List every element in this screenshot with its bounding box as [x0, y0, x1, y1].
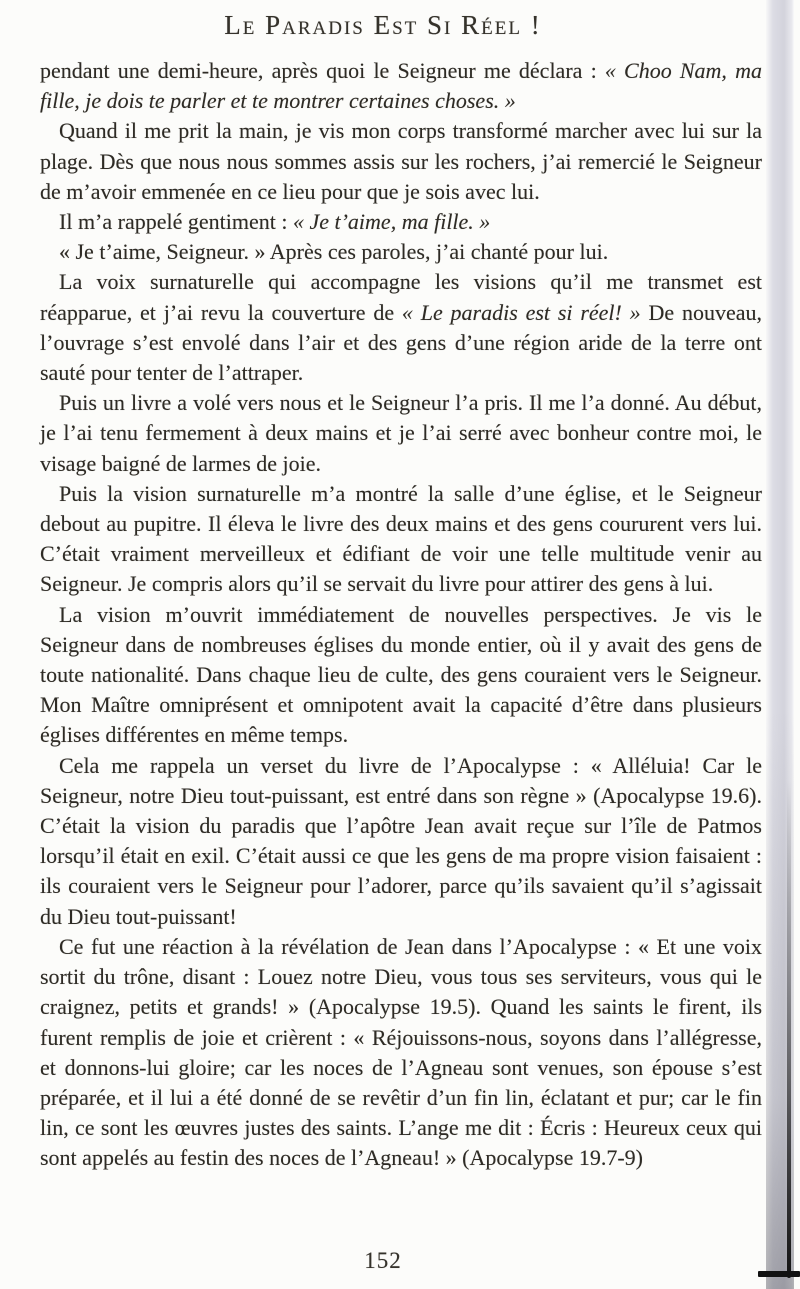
text-run: Puis un livre a volé vers nous et le Seigneur l’a pris. Il me l’a donné. Au début, je l’ai tenu fermement à deux mains et je l’ai serré avec bonheur contre moi, le visage baigné de larmes de joie. — [40, 390, 762, 476]
paragraph — [40, 600, 762, 751]
paragraph — [40, 207, 762, 237]
text-run: Cela me rappela un verset du livre de l’Apocalypse : « Alléluia! Car le Seigneur, notre Dieu tout-puissant, est entré dans son règne » (Apocalypse 19.6). C’était la vision du paradis que l’apôtre Jean avait reçue sur l’île de Patmos lorsqu’il était en exil. C’était aussi ce que les gens de ma propre vision faisaient : ils couraient vers le Seigneur pour l’adorer, parce qu’ils savaient qu’il s’agissait du Dieu tout-puissant! — [40, 752, 762, 929]
text-run: De nouveau, l’ouvrage s’est envolé dans l’air et des gens d’une région aride de la terre ont sauté pour tenter de l’attraper. — [40, 299, 762, 386]
paragraph — [40, 932, 762, 1174]
paragraph — [40, 237, 762, 267]
paragraph — [40, 56, 762, 116]
paragraph — [40, 267, 762, 388]
text-run: La voix surnaturelle qui accompagne les visions qu’il me transmet est réapparue, et j’ai revu la couverture de — [40, 269, 762, 325]
scan-edge-dark-line — [787, 780, 791, 1278]
quote-italic-run: « Le paradis est si réel! » — [401, 299, 641, 325]
running-head-title: Le Paradis Est Si Réel ! — [224, 10, 542, 40]
text-run: « Je t’aime, Seigneur. » Après ces paroles, j’ai chanté pour lui. — [59, 239, 609, 265]
quote-italic-run: « Je t’aime, ma fille. » — [292, 209, 491, 235]
text-run: pendant une demi-heure, après quoi le Seigneur me déclara : — [40, 58, 605, 83]
text-run: Puis la vision surnaturelle m’a montré la salle d’une église, et le Seigneur debout au pupitre. Il éleva le livre des deux mains et des gens coururent vers lui. C’était vraiment merveilleux et édifiant de voir une telle multitude venir au Seigneur. Je compris alors qu’il se servait du livre pour attirer des gens à lui. — [40, 480, 762, 597]
quote-italic-run: « Choo Nam, ma fille, je dois te parler et te montrer certaines choses. » — [40, 58, 762, 114]
text-run: Quand il me prit la main, je vis mon corps transformé marcher avec lui sur la plage. Dès que nous nous sommes assis sur les rochers, j’ai remercié le Seigneur de m’avoir emmenée en ce lieu pour que je sois avec lui. — [40, 118, 762, 204]
page-number: 152 — [364, 1248, 402, 1273]
text-run: Ce fut une réaction à la révélation de Jean dans l’Apocalypse : « Et une voix sortit du trône, disant : Louez notre Dieu, vous tous ses serviteurs, vous qui le craignez, petits et grands! » (Apocalypse 19.5). Quand les saints le firent, ils furent remplis de joie et crièrent : « Réjouissons-nous, soyons dans l’allégresse, et donnons-lui gloire; car les noces de l’Agneau sont venues, son épouse s’est préparée, et il lui a été donné de se revêtir d’un fin lin, éclatant et pur; car le fin lin, ce sont les œuvres justes des saints. L’ange me dit : Écris : Heureux ceux qui sont appelés au festin des noces de l’Agneau! » (Apocalypse 19.7-9) — [40, 933, 762, 1171]
body-text — [40, 56, 762, 1174]
text-run: Il m’a rappelé gentiment : — [59, 209, 293, 235]
paragraph — [40, 116, 762, 207]
paragraph — [40, 751, 762, 932]
paragraph — [40, 479, 762, 600]
text-run: La vision m’ouvrit immédiatement de nouvelles perspectives. Je vis le Seigneur dans de nombreuses églises du monde entier, où il y avait des gens de toute nationalité. Dans chaque lieu de culte, des gens couraient vers le Seigneur. Mon Maître omniprésent et omnipotent avait la capacité d’être dans plusieurs églises différentes en même temps. — [40, 601, 762, 748]
paragraph — [40, 388, 762, 479]
